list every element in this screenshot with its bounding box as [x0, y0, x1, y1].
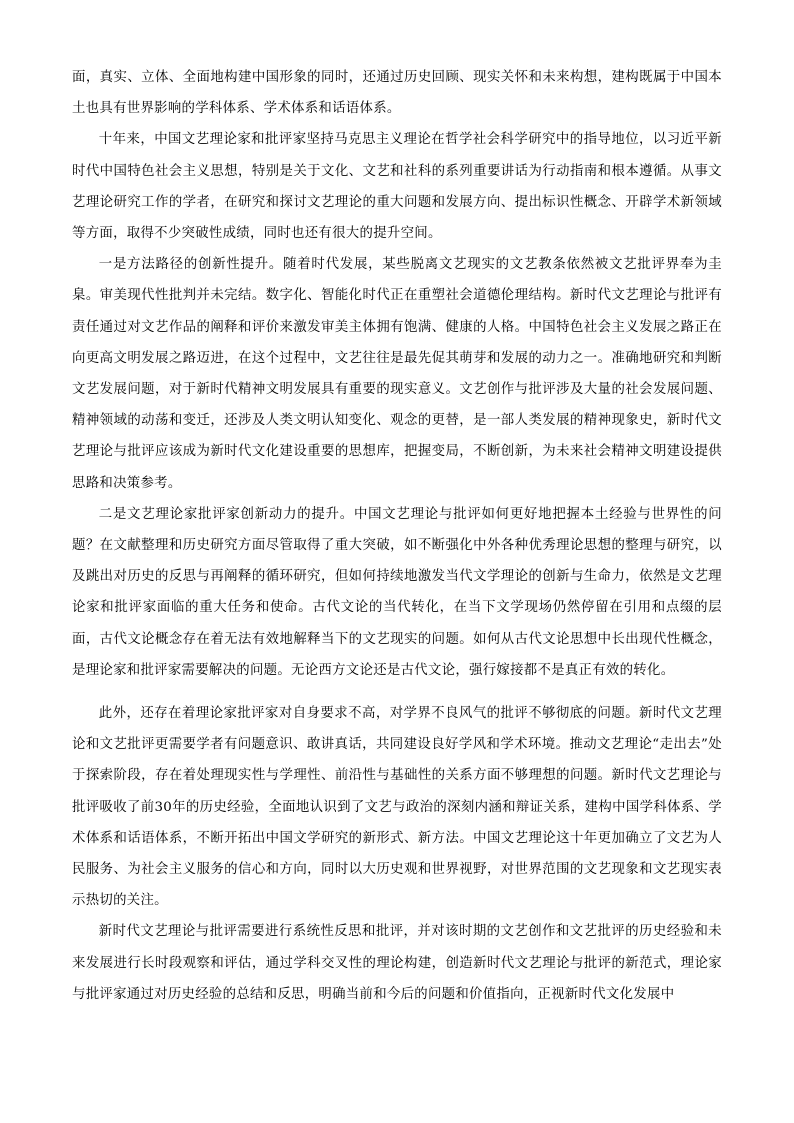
- document-body: [72, 62, 722, 1010]
- paragraph-additional-issues: 此外，还存在着理论家批评家对自身要求不高，对学界不良风气的批评不够彻底的问题。新时代文艺理论和文艺批评更需要学者有问题意识、敢讲真话，共同建设良好学风和学术环境。推动文艺理论“走出去”处于探索阶段，存在着处理现实性与学理性、前沿性与基础性的关系方面不够理想的问题。新时代文艺理论与批评吸收了前30年的历史经验，全面地认识到了文艺与政治的深刻内涵和辩证关系，建构中国学科体系、学术体系和话语体系，不断开拓出中国文学研究的新形式、新方法。中国文艺理论这十年更加确立了文艺为人民服务、为社会主义服务的信心和方向，同时以大历史观和世界视野，对世界范围的文艺现象和文艺现实表示热切的关注。: [72, 706, 722, 909]
- paragraph-method-innovation: 一是方法路径的创新性提升。随着时代发展，某些脱离文艺现实的文艺教条依然被文艺批评界奉为圭臬。审美现代性批判并未完结。数字化、智能化时代正在重塑社会道德伦理结构。新时代文艺理论与批评有责任通过对文艺作品的阐释和评价来激发审美主体拥有饱满、健康的人格。中国特色社会主义发展之路正在向更高文明发展之路迈进，在这个过程中，文艺往往是最先促其萌芽和发展的动力之一。准确地研究和判断文艺发展问题，对于新时代精神文明发展具有重要的现实意义。文艺创作与批评涉及大量的社会发展问题、精神领域的动荡和变迁，还涉及人类文明认知变化、观念的更替，是一部人类发展的精神现象史，新时代文艺理论与批评应该成为新时代文化建设重要的思想库，把握变局，不断创新，为未来社会精神文明建设提供思路和决策参考。: [72, 257, 722, 491]
- paragraph-systematic-reflection: 新时代文艺理论与批评需要进行系统性反思和批评，并对该时期的文艺创作和文艺批评的历史经验和未来发展进行长时段观察和评估，通过学科交叉性的理论构建，创造新时代文艺理论与批评的新范式，理论家与批评家通过对历史经验的总结和反思，明确当前和今后的问题和价值指向，正视新时代文化发展中: [72, 924, 722, 1002]
- paragraph-decade-review: 十年来，中国文艺理论家和批评家坚持马克思主义理论在哲学社会科学研究中的指导地位，以习近平新时代中国特色社会主义思想，特别是关于文化、文艺和社科的系列重要讲话为行动指南和根本遵循。从事文艺理论研究工作的学者，在研究和探讨文艺理论的重大问题和发展方向、提出标识性概念、开辟学术新领域等方面，取得不少突破性成绩，同时也还有很大的提升空间。: [72, 132, 722, 242]
- paragraph-continuation: 面，真实、立体、全面地构建中国形象的同时，还通过历史回顾、现实关怀和未来构想，建构既属于中国本土也具有世界影响的学科体系、学术体系和话语体系。: [72, 70, 722, 117]
- paragraph-innovation-drive: 二是文艺理论家批评家创新动力的提升。中国文艺理论与批评如何更好地把握本土经验与世界性的问题？在文献整理和历史研究方面尽管取得了重大突破，如不断强化中外各种优秀理论思想的整理与研究，以及跳出对历史的反思与再阐释的循环研究，但如何持续地激发当代文学理论的创新与生命力，依然是文艺理论家和批评家面临的重大任务和使命。古代文论的当代转化，在当下文学现场仍然停留在引用和点缀的层面，古代文论概念存在着无法有效地解释当下的文艺现实的问题。如何从古代文论思想中长出现代性概念，是理论家和批评家需要解决的问题。无论西方文论还是古代文论，强行嫁接都不是真正有效的转化。: [72, 506, 722, 678]
